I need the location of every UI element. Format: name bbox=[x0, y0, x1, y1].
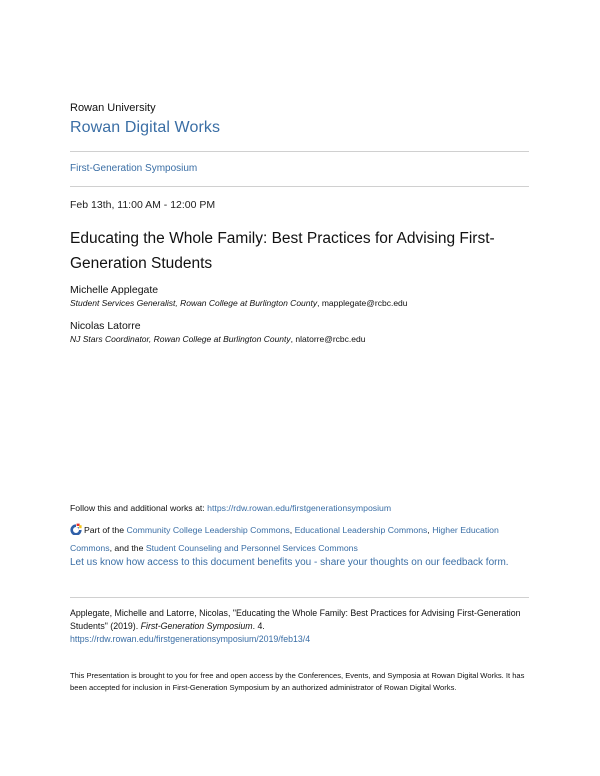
author-affiliation: Student Services Generalist, Rowan College at Burlington County, mapplegate@rcbc.edu bbox=[70, 298, 408, 308]
commons-link[interactable]: Higher Education Commons bbox=[70, 525, 499, 553]
citation-series: First-Generation Symposium bbox=[140, 621, 253, 631]
document-title: Educating the Whole Family: Best Practices for Advising First-Generation Students bbox=[70, 230, 495, 272]
author-name: Nicolas Latorre bbox=[70, 320, 141, 332]
commons-link[interactable]: Student Counseling and Personnel Services Commons bbox=[145, 543, 358, 553]
event-date-time: Feb 13th, 11:00 AM - 12:00 PM bbox=[70, 199, 216, 211]
repository-link[interactable]: Rowan Digital Works bbox=[70, 119, 221, 136]
series-link[interactable]: First-Generation Symposium bbox=[70, 163, 198, 174]
follow-url-link[interactable]: https://rdw.rowan.edu/firstgenerationsymposium bbox=[207, 503, 392, 513]
divider bbox=[70, 151, 529, 152]
author-email: mapplegate@rcbc.edu bbox=[321, 298, 408, 308]
citation-title: "Educating the Whole Family: Best Practices for Advising First-Generation Students" (2019). bbox=[70, 608, 521, 631]
commons-link[interactable]: Educational Leadership Commons bbox=[294, 525, 428, 535]
separator: , bbox=[289, 525, 295, 535]
author-email: nlatorre@rcbc.edu bbox=[295, 334, 366, 344]
author-affiliation: NJ Stars Coordinator, Rowan College at Burlington County, nlatorre@rcbc.edu bbox=[70, 334, 366, 344]
citation-number: . 4. bbox=[252, 621, 265, 631]
part-of-prefix: Part of the bbox=[84, 525, 125, 535]
divider bbox=[70, 186, 529, 187]
recommended-citation bbox=[70, 607, 540, 646]
follow-label: Follow this and additional works at: bbox=[70, 503, 205, 513]
separator: , and the bbox=[109, 543, 146, 553]
divider bbox=[70, 597, 529, 598]
institution-name: Rowan University bbox=[70, 102, 156, 114]
author-role: NJ Stars Coordinator, Rowan College at Burlington County bbox=[70, 334, 291, 344]
access-notice: This Presentation is brought to you for free and open access by the Conferences, Events, and Symposia at Rowan Digital Works. It has been accepted for inclusion in First-Generation Symposium by an authorized administrator of Rowan Digital Works. bbox=[70, 671, 525, 692]
part-of-commons bbox=[70, 521, 540, 557]
feedback-link[interactable]: Let us know how access to this document benefits you - share your thoughts on our feedback form. bbox=[70, 557, 509, 568]
author-role: Student Services Generalist, Rowan College at Burlington County bbox=[70, 298, 318, 308]
separator: , bbox=[427, 525, 433, 535]
citation-url-link[interactable]: https://rdw.rowan.edu/firstgenerationsymposium/2019/feb13/4 bbox=[70, 634, 311, 644]
author-name: Michelle Applegate bbox=[70, 284, 159, 296]
bepress-commons-icon bbox=[70, 523, 82, 535]
follow-line bbox=[70, 503, 391, 513]
citation-authors: Applegate, Michelle and Latorre, Nicolas, bbox=[70, 608, 231, 618]
commons-link[interactable]: Community College Leadership Commons bbox=[126, 525, 290, 535]
